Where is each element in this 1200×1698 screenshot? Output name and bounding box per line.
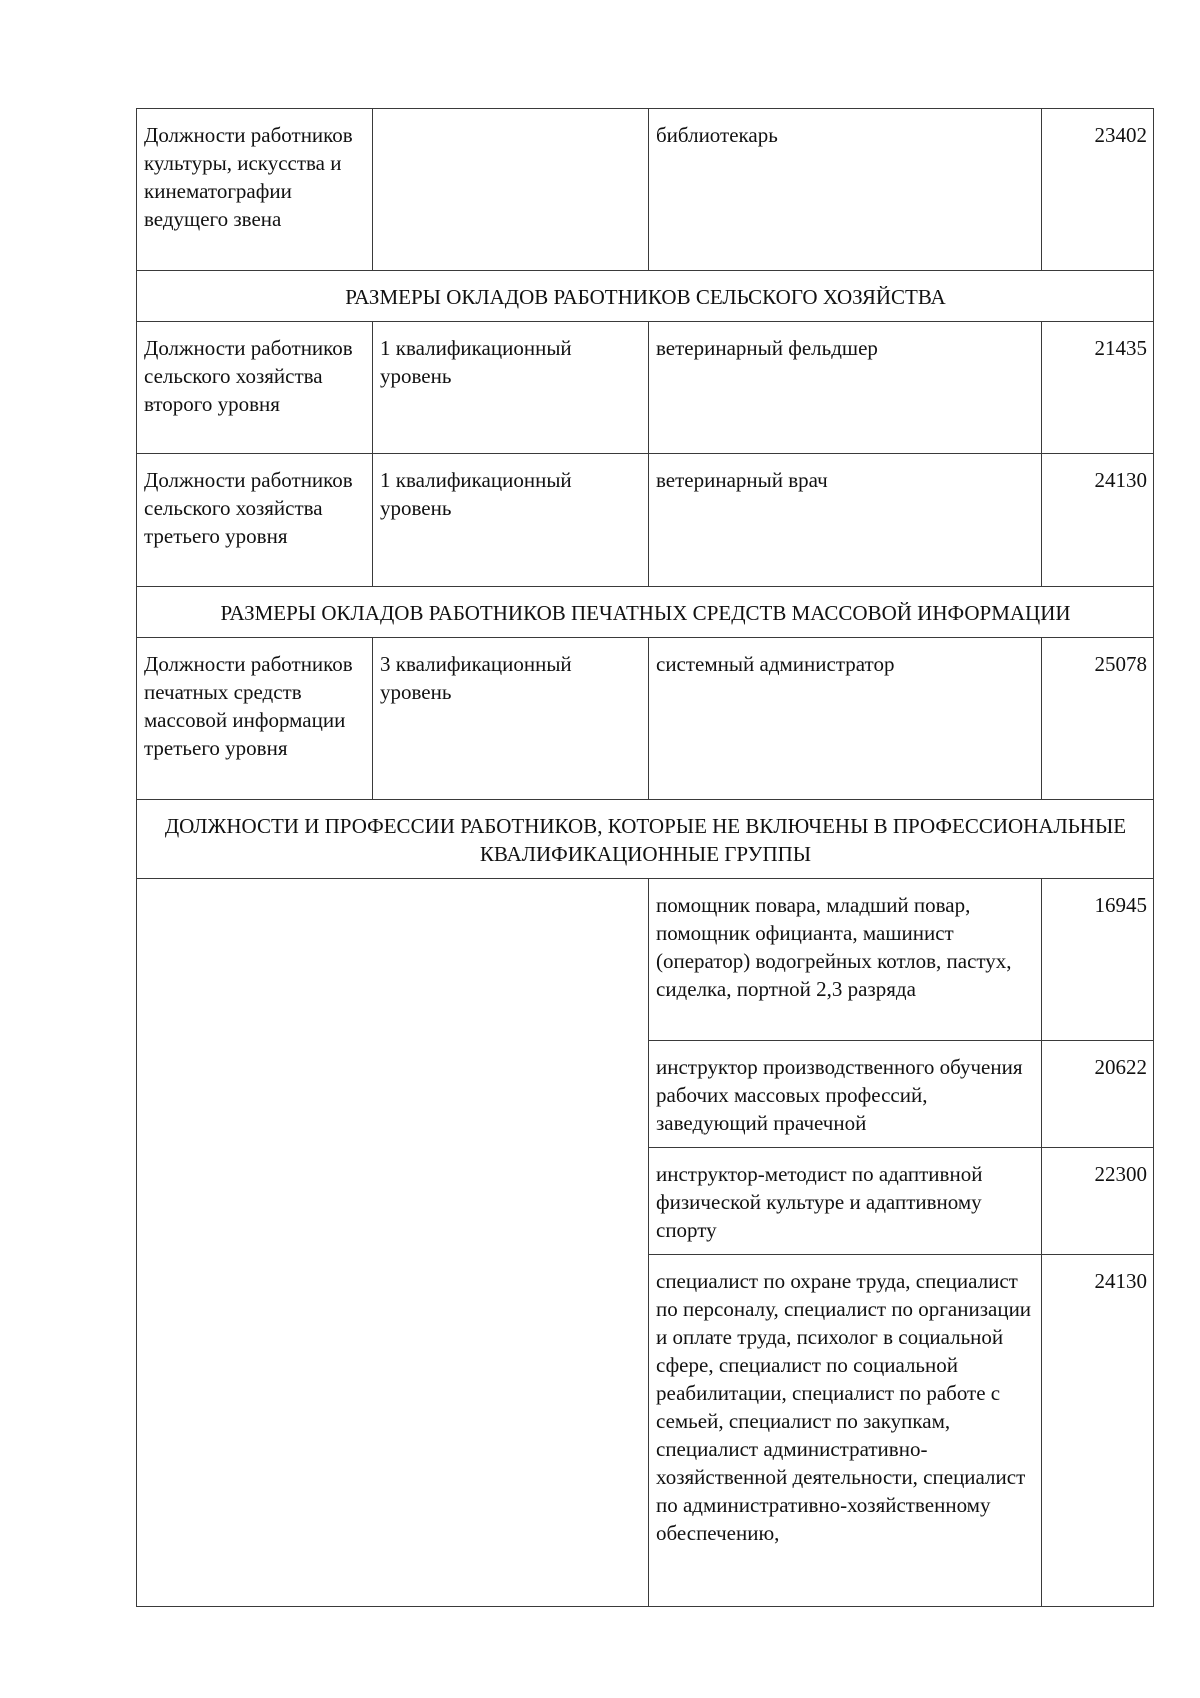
section-header-other: ДОЛЖНОСТИ И ПРОФЕССИИ РАБОТНИКОВ, КОТОРЫЕ НЕ ВКЛЮЧЕНЫ В ПРОФЕССИОНАЛЬНЫЕ КВАЛИФИКАЦИОННЫЕ ГРУППЫ [137, 800, 1154, 879]
section-header-row [137, 800, 1154, 879]
level-cell: 1 квалификационный уровень [373, 322, 649, 454]
salary-cell: 24130 [1042, 454, 1154, 587]
salary-cell: 20622 [1042, 1041, 1154, 1148]
section-header-agriculture: РАЗМЕРЫ ОКЛАДОВ РАБОТНИКОВ СЕЛЬСКОГО ХОЗЯЙСТВА [137, 271, 1154, 322]
table-row [137, 454, 1154, 587]
position-cell: библиотекарь [649, 109, 1042, 271]
group-cell: Должности работников печатных средств массовой информации третьего уровня [137, 638, 373, 800]
position-cell: системный администратор [649, 638, 1042, 800]
level-cell: 1 квалификационный уровень [373, 454, 649, 587]
position-cell: ветеринарный фельдшер [649, 322, 1042, 454]
group-cell: Должности работников сельского хозяйства второго уровня [137, 322, 373, 454]
level-cell: 3 квалификационный уровень [373, 638, 649, 800]
salary-cell: 23402 [1042, 109, 1154, 271]
table-row [137, 109, 1154, 271]
table-row [137, 322, 1154, 454]
section-header-row [137, 587, 1154, 638]
position-cell: ветеринарный врач [649, 454, 1042, 587]
salary-cell: 25078 [1042, 638, 1154, 800]
table-row [137, 638, 1154, 800]
level-cell [373, 109, 649, 271]
salary-cell: 21435 [1042, 322, 1154, 454]
group-cell: Должности работников сельского хозяйства третьего уровня [137, 454, 373, 587]
position-cell: помощник повара, младший повар, помощник официанта, машинист (оператор) водогрейных котлов, пастух, сиделка, портной 2,3 разряда [649, 879, 1042, 1041]
position-cell: инструктор производственного обучения рабочих массовых профессий, заведующий прачечной [649, 1041, 1042, 1148]
position-cell: специалист по охране труда, специалист по персоналу, специалист по организации и оплате труда, психолог в социальной сфере, специалист по социальной реабилитации, специалист по работе с семьей, специалист по закупкам, специалист административно-хозяйственной деятельности, специалист по административно-хозяйственному обеспечению, [649, 1255, 1042, 1607]
salary-table [136, 108, 1154, 1607]
position-cell: инструктор-методист по адаптивной физической культуре и адаптивному спорту [649, 1148, 1042, 1255]
group-cell: Должности работников культуры, искусства и кинематографии ведущего звена [137, 109, 373, 271]
section-header-row [137, 271, 1154, 322]
salary-cell: 24130 [1042, 1255, 1154, 1607]
table-row [137, 879, 1154, 1041]
salary-cell: 16945 [1042, 879, 1154, 1041]
section-header-media: РАЗМЕРЫ ОКЛАДОВ РАБОТНИКОВ ПЕЧАТНЫХ СРЕДСТВ МАССОВОЙ ИНФОРМАЦИИ [137, 587, 1154, 638]
empty-merged-cell [137, 879, 649, 1607]
salary-cell: 22300 [1042, 1148, 1154, 1255]
